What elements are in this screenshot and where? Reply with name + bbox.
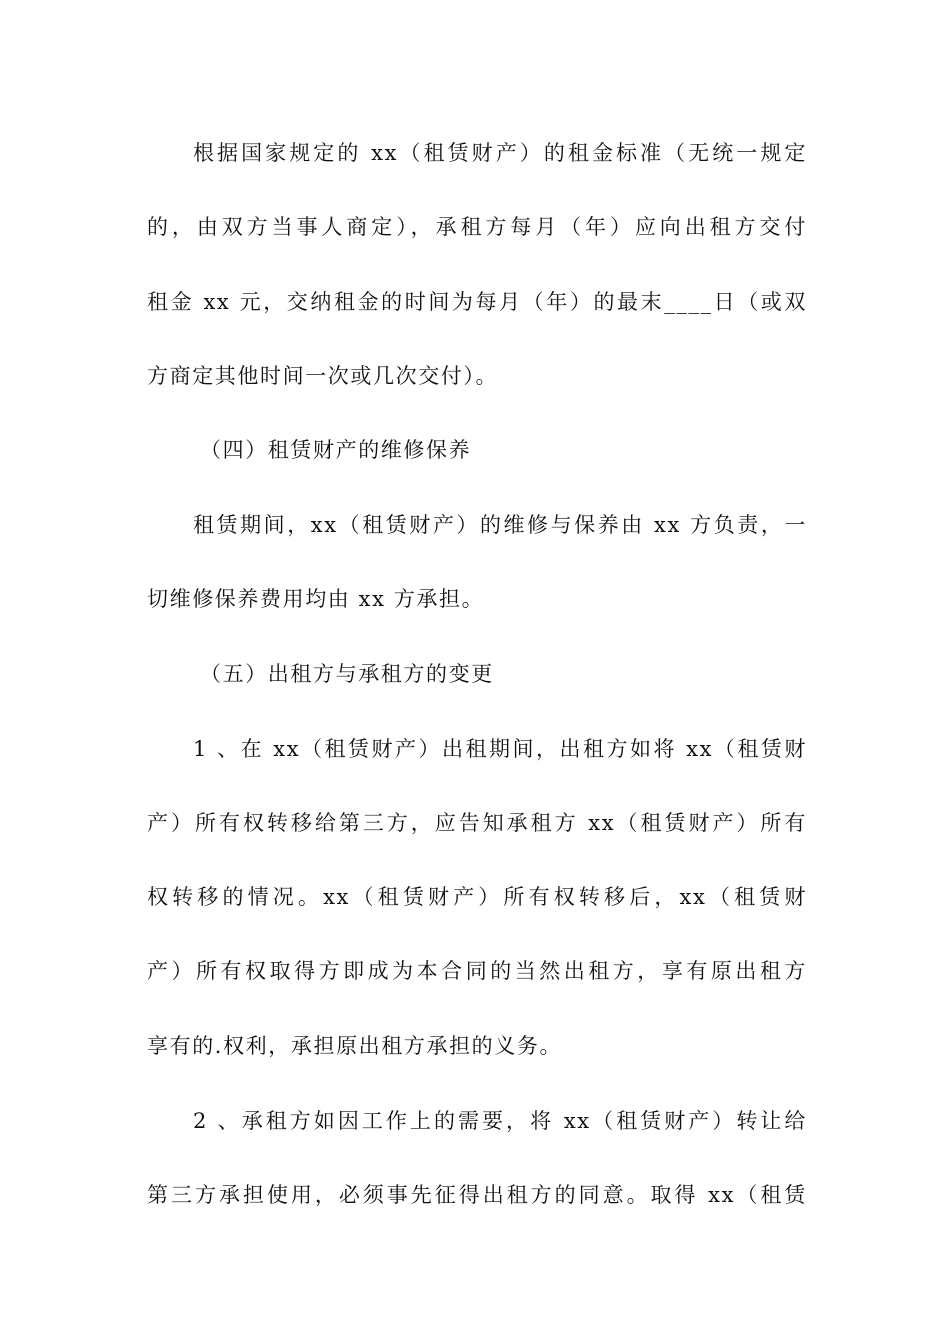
paragraph-line-10: 产）所有权取得方即成为本合同的当然出租方，享有原出租方 — [147, 959, 807, 983]
paragraph-line-9: 权转移的情况。xx（租赁财产）所有权转移后，xx（租赁财 — [147, 885, 807, 909]
paragraph-line-8: 产）所有权转移给第三方，应告知承租方 xx（租赁财产）所有 — [147, 811, 807, 835]
paragraph-line-7: 1 、在 xx（租赁财产）出租期间，出租方如将 xx（租赁财 — [193, 737, 807, 761]
paragraph-line-5: 租赁期间，xx（租赁财产）的维修与保养由 xx 方负责，一 — [193, 513, 807, 537]
paragraph-line-2: 的，由双方当事人商定），承租方每月（年）应向出租方交付 — [147, 215, 807, 239]
section-heading-4: （四）租赁财产的维修保养 — [200, 438, 472, 462]
paragraph-line-3: 租金 xx 元，交纳租金的时间为每月（年）的最末____日（或双 — [147, 290, 807, 314]
paragraph-line-11: 享有的.权利，承担原出租方承担的义务。 — [147, 1034, 563, 1058]
paragraph-line-6: 切维修保养费用均由 xx 方承担。 — [147, 587, 485, 611]
section-heading-5: （五）出租方与承租方的变更 — [200, 662, 494, 686]
paragraph-line-13: 第三方承担使用，必须事先征得出租方的同意。取得 xx（租赁 — [147, 1183, 807, 1207]
paragraph-line-1: 根据国家规定的 xx（租赁财产）的租金标准（无统一规定 — [193, 141, 807, 165]
paragraph-line-12: 2 、承租方如因工作上的需要，将 xx（租赁财产）转让给 — [193, 1109, 807, 1133]
paragraph-line-4: 方商定其他时间一次或几次交付）。 — [147, 364, 499, 388]
